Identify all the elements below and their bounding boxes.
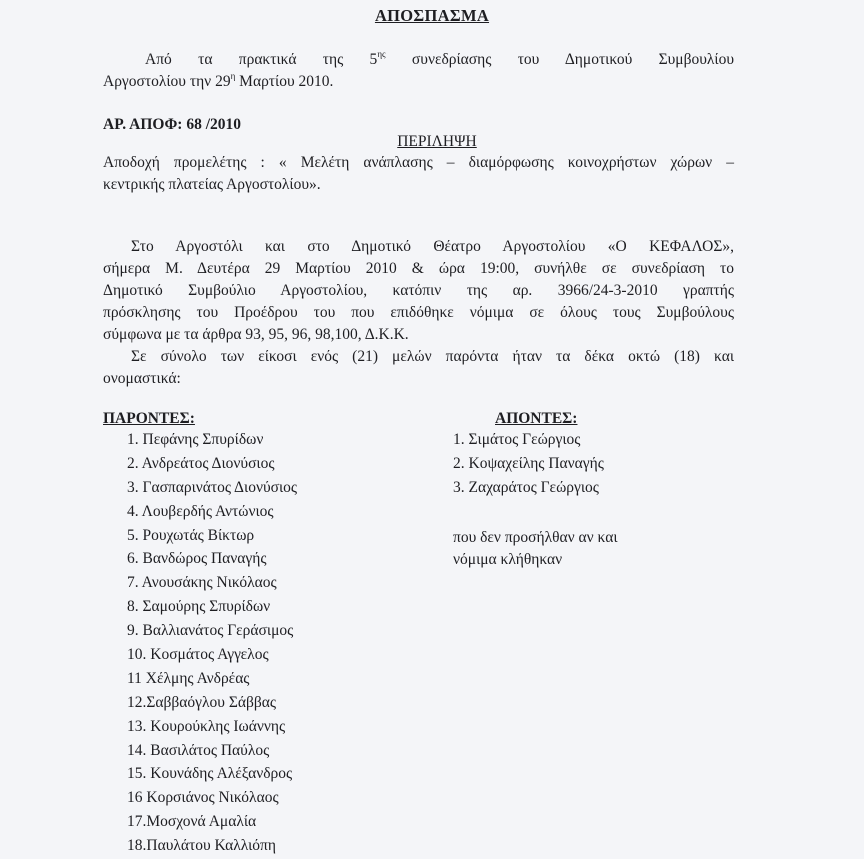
list-item: 3. Γασπαρινάτος Διονύσιος bbox=[127, 478, 298, 496]
list-item: 11 Χέλμης Ανδρέας bbox=[127, 669, 250, 687]
list-item: 6. Βανδώρος Παναγής bbox=[127, 550, 267, 568]
list-item: 8. Σαμούρης Σπυρίδων bbox=[127, 598, 271, 616]
body-line-7: ονομαστικά: bbox=[103, 370, 181, 387]
intro-line-1 bbox=[103, 50, 734, 69]
body-line-5: σύμφωνα με τα άρθρα 93, 95, 96, 98,100, Δ.Κ.Κ. bbox=[103, 326, 409, 343]
list-item: 4. Λουβερδής Αντώνιος bbox=[127, 502, 274, 520]
absent-heading: ΑΠΟΝΤΕΣ: bbox=[495, 410, 578, 427]
absent-note-line-1: που δεν προσήλθαν αν και bbox=[453, 529, 618, 546]
absent-members-list bbox=[453, 428, 604, 500]
list-item: 13. Κουρούκλης Ιωάννης bbox=[127, 717, 286, 735]
body-line-4: πρόσκλησης του Προέδρου του που επιδόθηκε νόμιμα σε όλους τους Συμβούλους bbox=[103, 304, 734, 321]
intro-text-2a: Αργοστολίου την 29 bbox=[103, 73, 231, 90]
present-heading: ΠΑΡΟΝΤΕΣ: bbox=[103, 410, 195, 427]
intro-text-2b: Μαρτίου 2010. bbox=[235, 73, 334, 90]
list-item: 3. Ζαχαράτος Γεώργιος bbox=[453, 478, 599, 496]
summary-line-2: κεντρικής πλατείας Αργοστολίου». bbox=[103, 176, 321, 193]
list-item: 2. Ανδρεάτος Διονύσιος bbox=[127, 454, 275, 472]
list-item: 1. Σιμάτος Γεώργιος bbox=[453, 431, 581, 448]
list-item: 16 Κορσιάνος Νικόλαος bbox=[127, 789, 279, 807]
list-item: 12.Σαββαόγλου Σάββας bbox=[127, 693, 276, 711]
list-item: 10. Κοσμάτος Αγγελος bbox=[127, 646, 269, 664]
present-members-list bbox=[127, 428, 297, 858]
list-item: 9. Βαλλιανάτος Γεράσιμος bbox=[127, 622, 294, 640]
intro-line-2 bbox=[103, 72, 333, 91]
list-item: 5. Ρουχωτάς Βίκτωρ bbox=[127, 526, 255, 544]
body-text-6: Σε σύνολο των είκοσι ενός (21) μελών παρόντα ήταν τα δέκα οκτώ (18) και bbox=[131, 348, 734, 365]
summary-line-1: Αποδοχή προμελέτης : « Μελέτη ανάπλασης – διαμόρφωσης κοινοχρήστων χώρων – bbox=[103, 154, 734, 171]
intro-text-1a: Από τα πρακτικά της 5 bbox=[145, 51, 378, 68]
body-line-1 bbox=[103, 237, 734, 256]
document-title: ΑΠΟΣΠΑΣΜΑ bbox=[374, 6, 490, 25]
intro-superscript-1: ης bbox=[377, 48, 386, 59]
list-item: 7. Ανουσάκης Νικόλαος bbox=[127, 574, 277, 592]
absent-note-line-2: νόμιμα κλήθηκαν bbox=[453, 551, 563, 568]
list-item: 18.Παυλάτου Καλλιόπη bbox=[127, 837, 276, 855]
list-item: 2. Κοψαχείλης Παναγής bbox=[453, 454, 604, 472]
body-text-1: Στο Αργοστόλι και στο Δημοτικό Θέατρο Αργοστολίου «Ο ΚΕΦΑΛΟΣ», bbox=[131, 238, 734, 255]
decision-reference: ΑΡ. ΑΠΟΦ: 68 /2010 bbox=[103, 116, 242, 133]
intro-text-1b: συνεδρίασης του Δημοτικού Συμβουλίου bbox=[385, 51, 734, 68]
body-line-3: Δημοτικό Συμβούλιο Αργοστολίου, κατόπιν της αρ. 3966/24-3-2010 γραπτής bbox=[103, 282, 734, 299]
list-item: 14. Βασιλάτος Παύλος bbox=[127, 741, 270, 759]
intro-superscript-2: η bbox=[230, 70, 236, 81]
body-line-2: σήμερα Μ. Δευτέρα 29 Μαρτίου 2010 & ώρα 19:00, συνήλθε σε συνεδρίαση το bbox=[103, 260, 734, 277]
list-item: 1. Πεφάνης Σπυρίδων bbox=[127, 431, 264, 448]
summary-heading: ΠΕΡΙΛΗΨΗ bbox=[397, 133, 477, 150]
list-item: 15. Κουνάδης Αλέξανδρος bbox=[127, 765, 293, 783]
body-line-6 bbox=[103, 347, 734, 366]
list-item: 17.Μοσχονά Αμαλία bbox=[127, 813, 257, 831]
